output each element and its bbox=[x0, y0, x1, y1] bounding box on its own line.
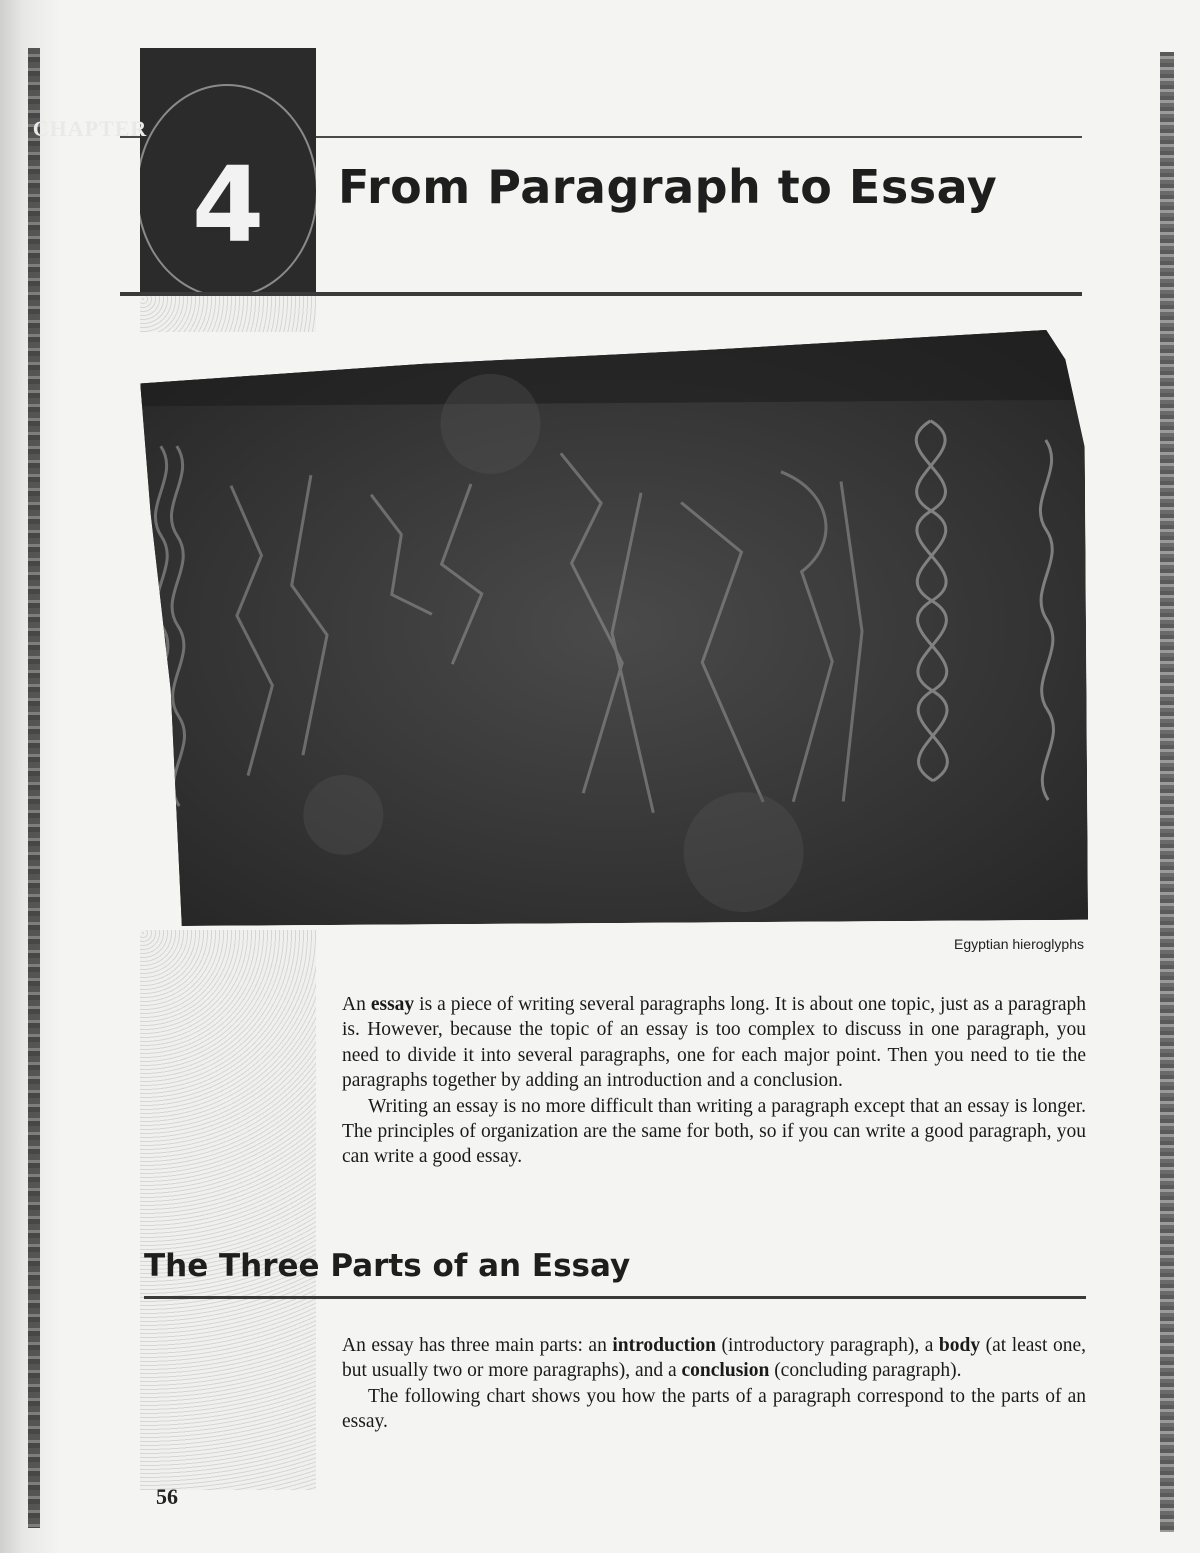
intro-paragraph-2: Writing an essay is no more difficult than writing a paragraph except that an essay is longer. The principles of organization are the same for both, so if you can write a good paragraph, you can write a good essay. bbox=[342, 1095, 1086, 1168]
term-body: body bbox=[938, 1335, 981, 1356]
term-conclusion: conclusion bbox=[681, 1360, 770, 1382]
section-paragraph-2: The following chart shows you how the parts of a paragraph correspond to the parts of an essay. bbox=[342, 1385, 1086, 1433]
header-rule-bottom bbox=[120, 292, 1082, 296]
section-heading: The Three Parts of an Essay bbox=[144, 1248, 631, 1284]
section-p1-text-b: (introductory paragraph), a bbox=[716, 1335, 939, 1356]
intro-text bbox=[342, 992, 1086, 1170]
term-essay: essay bbox=[370, 994, 415, 1015]
figure-caption: Egyptian hieroglyphs bbox=[954, 936, 1084, 952]
margin-shade-top bbox=[140, 296, 316, 332]
page-edge-right bbox=[1160, 52, 1174, 1532]
chapter-number: 4 bbox=[191, 144, 265, 266]
page-number: 56 bbox=[156, 1484, 178, 1509]
margin-shade-column bbox=[140, 930, 316, 1490]
hieroglyph-relief-illustration bbox=[140, 330, 1088, 927]
section-rule bbox=[144, 1296, 1086, 1299]
chapter-label: CHAPTER bbox=[32, 116, 148, 141]
section-p1-text-d: (concluding paragraph). bbox=[769, 1360, 962, 1382]
book-spine-shadow bbox=[28, 48, 40, 1528]
intro-paragraph-1 bbox=[342, 992, 1086, 1094]
section-p1-text-c: (at least one, but usually two or more paragraphs), and a bbox=[342, 1335, 1086, 1382]
intro-p1-text-a: An bbox=[342, 994, 371, 1015]
hieroglyph-photo bbox=[140, 330, 1088, 927]
section-text bbox=[342, 1333, 1086, 1435]
intro-p1-text-b: is a piece of writing several paragraphs long. It is about one topic, just as a paragraph is. However, because the topic of an essay is too complex to discuss in one paragraph, you need to divide it into several paragraphs, one for each major point. Then you need to tie the paragraphs together by adding an introduction and a conclusion. bbox=[342, 994, 1086, 1092]
chapter-title: From Paragraph to Essay bbox=[338, 160, 998, 214]
section-paragraph-1 bbox=[342, 1333, 1086, 1384]
term-introduction: introduction bbox=[612, 1335, 716, 1356]
section-p1-text-a: An essay has three main parts: an bbox=[342, 1335, 613, 1356]
